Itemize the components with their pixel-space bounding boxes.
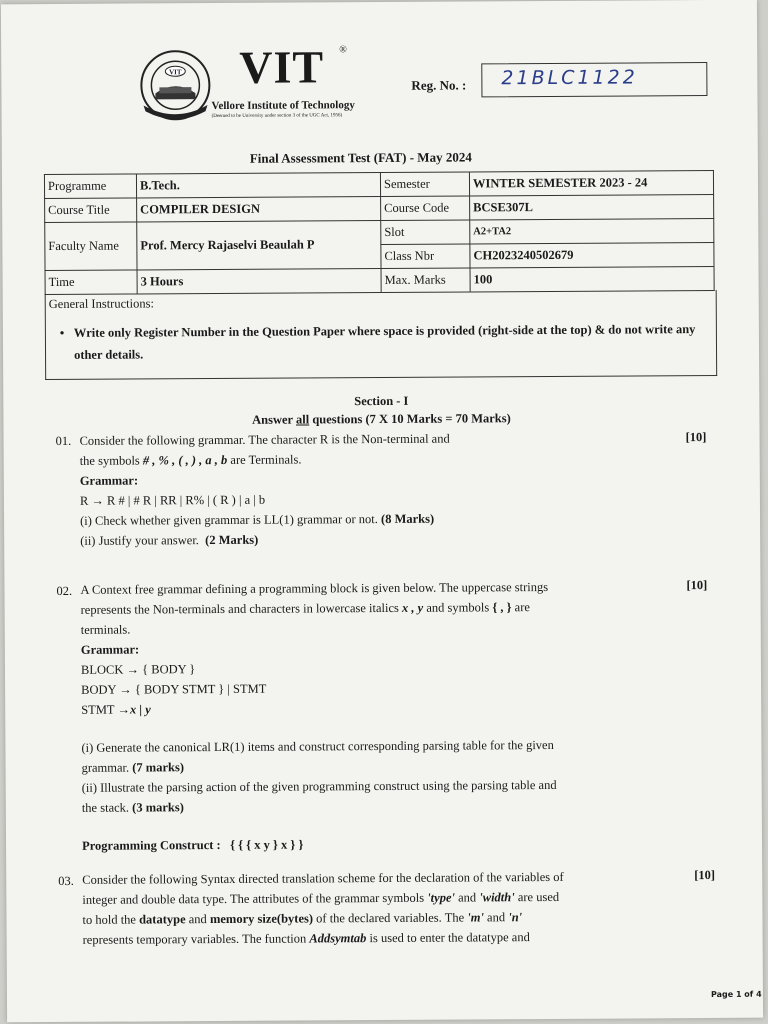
institute-subtitle: (Deemed to be University under section 3 of the UGC Act, 1956) <box>211 113 343 120</box>
course-code-value: BCSE307L <box>470 194 714 219</box>
programme-label: Programme <box>44 174 136 199</box>
programme-value: B.Tech. <box>136 173 380 198</box>
q1-marks: [10] <box>685 430 707 445</box>
q2-number: 02. <box>56 583 73 598</box>
svg-text:VIT: VIT <box>169 68 182 77</box>
instruction-text: Write only Register Number in the Question Paper where space is provided (right-side at the top) & do not write any other details. <box>73 322 696 362</box>
time-value: 3 Hours <box>137 269 381 294</box>
institute-name: Vellore Institute of Technology <box>211 99 355 113</box>
semester-label: Semester <box>380 172 469 197</box>
semester-value: WINTER SEMESTER 2023 - 24 <box>469 170 713 195</box>
course-title-label: Course Title <box>45 198 137 223</box>
faculty-label: Faculty Name <box>45 222 137 271</box>
exam-info-table <box>44 170 715 295</box>
q1-number: 01. <box>55 433 72 448</box>
vit-seal-logo <box>139 49 211 121</box>
page-number: Page 1 of 4 <box>710 989 762 999</box>
q2-marks: [10] <box>686 578 708 593</box>
q3-marks: [10] <box>694 867 716 883</box>
course-title-value: COMPILER DESIGN <box>137 197 381 222</box>
reg-no-label: Reg. No. : <box>411 77 467 93</box>
question-3: Consider the following Syntax directed translation scheme for the declaration of the variables of integer and double data type. The attributes of the grammar symbols 'type' and 'width' are used to hold the datatype and memory size(bytes) of the declared variables. The 'm' and 'n' represents temporary variables. The function Addsymtab is used to enter the datatype and <box>82 869 564 947</box>
slot-value: A2+TA2 <box>470 218 714 243</box>
time-label: Time <box>45 270 137 295</box>
instructions-heading: General Instructions: <box>48 296 154 312</box>
registered-mark: ® <box>339 44 347 56</box>
max-marks-label: Max. Marks <box>381 268 470 293</box>
q3-number: 03. <box>58 873 74 888</box>
faculty-value: Prof. Mercy Rajaselvi Beaulah P <box>137 221 381 270</box>
section-title: Section - I <box>354 393 409 409</box>
course-code-label: Course Code <box>381 196 470 221</box>
question-2: A Context free grammar defining a programming block is given below. The uppercase strings represents the Non-terminals and characters in lowercase italics x , y and symbols { , } are terminals. Grammar: BLOCK → { BODY } BODY → { BODY STMT } | STMT STMT →x | y (i) Generate the canonical LR(1) items and construct corresponding parsing table for the given grammar. (7 marks) (ii) Illustrate the parsing action of the given programming construct using the parsing table and the stack. (3 marks) Programming Construct : { { { x y } x } } <box>80 579 557 853</box>
instruction-item <box>59 318 714 366</box>
exam-title: Final Assessment Test (FAT) - May 2024 <box>249 149 472 166</box>
reg-no-handwritten-value: 21BLC1122 <box>501 66 638 90</box>
max-marks-value: 100 <box>470 266 714 291</box>
vit-logo-text: VIT <box>239 41 325 93</box>
question-1: Consider the following grammar. The character R is the Non-terminal and the symbols # , % , ( , ) , a , b are Terminals. Grammar: R → R # | # R | RR | R% | ( R ) | a | b (i) Check whether given grammar is LL(1) grammar or not. (8 Marks) (ii) Justify your answer. (2 Marks) <box>79 431 450 548</box>
slot-label: Slot <box>381 220 470 245</box>
section-subtitle: Answer all questions (7 X 10 Marks = 70 Marks) <box>252 411 511 427</box>
general-instructions <box>45 290 718 380</box>
class-nbr-label: Class Nbr <box>381 244 470 269</box>
bullet: • <box>59 325 65 340</box>
class-nbr-value: CH2023240502679 <box>470 242 714 267</box>
exam-paper <box>1 0 763 1022</box>
